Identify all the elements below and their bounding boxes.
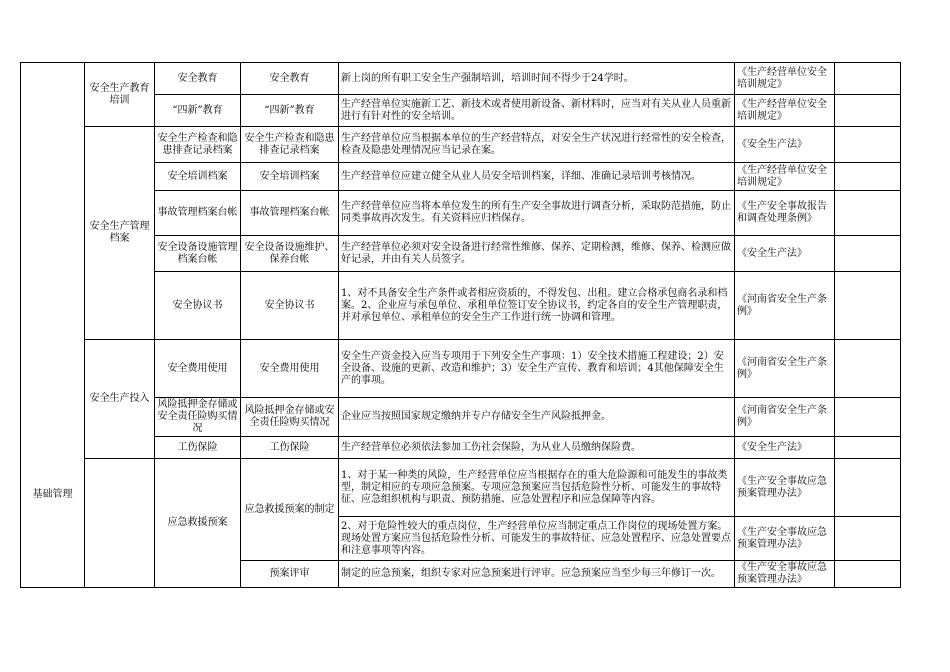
sub-item-cell: 风险抵押金存储或安全责任险购买情况 — [241, 398, 339, 437]
blank-cell — [835, 191, 901, 236]
blank-cell — [835, 63, 901, 95]
blank-cell — [835, 437, 901, 459]
category-label: 基础管理 — [32, 489, 73, 500]
blank-cell — [835, 163, 901, 191]
description-cell: 1、对不具备安全生产条件或者相应资质的，不得发包、出租。建立合格承包商名录和档案。2、企业应与承包单位、承租单位签订安全协议书，约定各自的安全生产管理职责，并对承包单位、承租单位的安全生产工作进行统一协调和管理。 — [339, 272, 735, 340]
item-cell: 安全协议书 — [155, 272, 241, 340]
group-cell — [85, 63, 155, 127]
description-cell: 安全生产资金投入应当专项用于下列安全生产事项：1）安全技术措施工程建设；2）安全设备、设施的更新、改造和维护；3）安全生产宣传、教育和培训；4其他保障安全生产的事项。 — [339, 340, 735, 398]
sub-item-cell: 应急救援预案的制定 — [241, 459, 339, 561]
group-label: 安全生产投入 — [89, 393, 150, 404]
group-label: 安全生产教育培训 — [89, 82, 150, 106]
item-cell: 工伤保险 — [155, 437, 241, 459]
description-cell: 生产经营单位应当根据本单位的生产经营特点，对安全生产状况进行经常性的安全检查，检查及隐患处理情况应当记录在案。 — [339, 127, 735, 163]
blank-cell — [835, 95, 901, 127]
basis-cell: 《安全生产法》 — [735, 127, 835, 163]
table-row — [21, 459, 901, 517]
description-cell: 2、对于危险性较大的重点岗位，生产经营单位应当制定重点工作岗位的现场处置方案。现场处置方案应当包括危险性分析、可能发生的事故特征、应急处置程序、应急处置要点和注意事项等内容。 — [339, 517, 735, 561]
description-cell: 制定的应急预案，组织专家对应急预案进行评审。应急预案应当至少每三年修订一次。 — [339, 561, 735, 588]
group-cell — [85, 127, 155, 340]
basis-cell: 《河南省安全生产条例》 — [735, 340, 835, 398]
description-cell: 生产经营单位必须依法参加工伤社会保险，为从业人员缴纳保险费。 — [339, 437, 735, 459]
item-cell: 安全生产检查和隐患排查记录档案 — [155, 127, 241, 163]
description-cell: 生产经营单位应建立健全从业人员安全培训档案，详细、准确记录培训考核情况。 — [339, 163, 735, 191]
description-cell: 生产经营单位应当将本单位发生的所有生产安全事故进行调查分析，采取防范措施，防止同类事故再次发生。有关资料应归档保存。 — [339, 191, 735, 236]
basis-cell: 《安全生产法》 — [735, 437, 835, 459]
basis-cell: 《生产安全事故报告和调查处理条例》 — [735, 191, 835, 236]
item-cell: 安全教育 — [155, 63, 241, 95]
description-cell: 1、对于某一种类的风险，生产经营单位应当根据存在的重大危险源和可能发生的事故类型，制定相应的专项应急预案。专项应急预案应当包括危险性分析、可能发生的事故特征、应急组织机构与职责、预防措施、应急处置程序和应急保障等内容。 — [339, 459, 735, 517]
regulation-table — [20, 62, 901, 588]
basis-cell: 《安全生产法》 — [735, 236, 835, 272]
blank-cell — [835, 127, 901, 163]
sub-item-cell: 安全生产检查和隐患排查记录档案 — [241, 127, 339, 163]
sub-item-cell: 事故管理档案台帐 — [241, 191, 339, 236]
blank-cell — [835, 459, 901, 517]
sub-item-cell: 安全培训档案 — [241, 163, 339, 191]
item-cell: 安全培训档案 — [155, 163, 241, 191]
table-row — [21, 63, 901, 95]
item-cell: 应急救援预案 — [155, 459, 241, 588]
item-cell: 安全费用使用 — [155, 340, 241, 398]
item-cell: 安全设备设施管理档案台帐 — [155, 236, 241, 272]
item-cell: 风险抵押金存储或安全责任险购买情况 — [155, 398, 241, 437]
item-cell: 事故管理档案台帐 — [155, 191, 241, 236]
basis-cell: 《生产经营单位安全培训规定》 — [735, 163, 835, 191]
blank-cell — [835, 236, 901, 272]
table-row — [21, 127, 901, 163]
item-cell: “四新”教育 — [155, 95, 241, 127]
basis-cell: 《生产安全事故应急预案管理办法》 — [735, 517, 835, 561]
sub-item-cell: “四新”教育 — [241, 95, 339, 127]
sub-item-cell: 安全设备设施维护、保养台帐 — [241, 236, 339, 272]
blank-cell — [835, 398, 901, 437]
basis-cell: 《河南省安全生产条例》 — [735, 398, 835, 437]
basis-cell: 《生产安全事故应急预案管理办法》 — [735, 561, 835, 588]
sub-item-cell: 工伤保险 — [241, 437, 339, 459]
blank-cell — [835, 561, 901, 588]
description-cell: 企业应当按照国家规定缴纳并专户存储安全生产风险抵押金。 — [339, 398, 735, 437]
sub-item-cell: 安全费用使用 — [241, 340, 339, 398]
group-label: 安全生产管理档案 — [89, 221, 150, 244]
blank-cell — [835, 517, 901, 561]
sub-item-cell: 安全协议书 — [241, 272, 339, 340]
basis-cell: 《生产经营单位安全培训规定》 — [735, 95, 835, 127]
basis-cell: 《生产安全事故应急预案管理办法》 — [735, 459, 835, 517]
basis-cell: 《生产经营单位安全培训规定》 — [735, 63, 835, 95]
blank-cell — [835, 272, 901, 340]
sub-item-cell: 安全教育 — [241, 63, 339, 95]
basis-cell: 《河南省安全生产条例》 — [735, 272, 835, 340]
description-cell: 新上岗的所有职工安全生产强制培训，培训时间不得少于24学时。 — [339, 63, 735, 95]
description-cell: 生产经营单位实施新工艺、新技术或者使用新设备、新材料时，应当对有关从业人员重新进行有针对性的安全培训。 — [339, 95, 735, 127]
description-cell: 生产经营单位必须对安全设备进行经常性维修、保养、定期检测，维修、保养、检测应做好记录，并由有关人员签字。 — [339, 236, 735, 272]
blank-cell — [835, 340, 901, 398]
table-row — [21, 340, 901, 398]
sub-item-cell: 预案评审 — [241, 561, 339, 588]
category-cell — [21, 63, 85, 588]
group-cell — [85, 459, 155, 588]
group-cell — [85, 340, 155, 459]
